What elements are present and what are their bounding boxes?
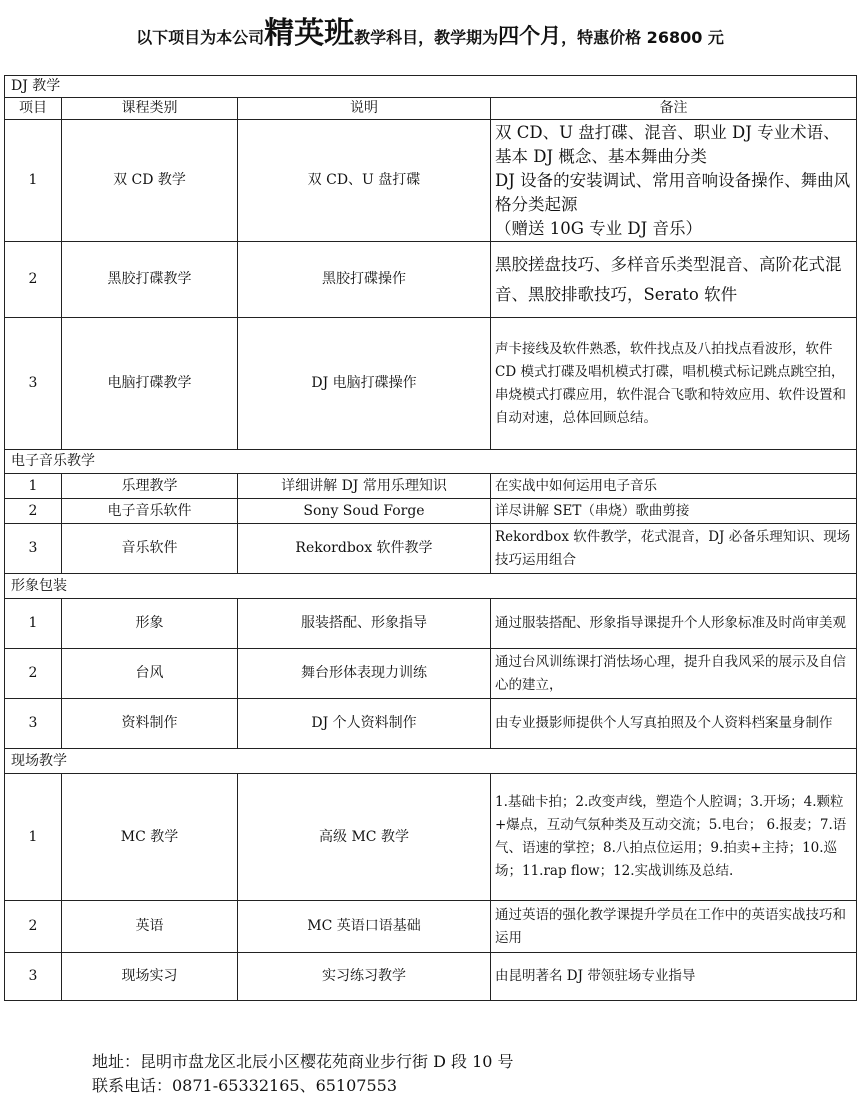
- table-row: [5, 524, 857, 574]
- section-title: DJ 教学: [5, 76, 857, 98]
- cell-desc: Sony Soud Forge: [238, 499, 491, 524]
- cell-category: 形象: [62, 599, 238, 649]
- cell-no: 2: [5, 901, 62, 953]
- table-row: [5, 499, 857, 524]
- table-row: [5, 901, 857, 953]
- header-mid: 教学科目，教学期为: [354, 28, 499, 47]
- header-pre: 以下项目为本公司: [136, 28, 265, 47]
- cell-desc: 舞台形体表现力训练: [238, 649, 491, 699]
- cell-category: 黑胶打碟教学: [62, 242, 238, 318]
- cell-category: MC 教学: [62, 774, 238, 901]
- cell-desc: DJ 电脑打碟操作: [238, 318, 491, 450]
- column-header: 说明: [238, 98, 491, 120]
- column-header: 课程类别: [62, 98, 238, 120]
- cell-desc: DJ 个人资料制作: [238, 699, 491, 749]
- cell-no: 1: [5, 599, 62, 649]
- section-row: [5, 76, 857, 98]
- section-row: [5, 749, 857, 774]
- cell-desc: 详细讲解 DJ 常用乐理知识: [238, 474, 491, 499]
- section-row: [5, 574, 857, 599]
- page-header: [0, 8, 860, 52]
- table-row: [5, 699, 857, 749]
- cell-notes: Rekordbox 软件教学，花式混音，DJ 必备乐理知识、现场技巧运用组合: [491, 524, 857, 574]
- column-header: 项目: [5, 98, 62, 120]
- cell-desc: 实习练习教学: [238, 953, 491, 1001]
- footer: [92, 1050, 514, 1098]
- cell-no: 1: [5, 120, 62, 242]
- cell-notes: 1.基础卡拍；2.改变声线，塑造个人腔调；3.开场；4.颗粒+爆点，互动气氛种类及互动交流；5.电台； 6.报麦；7.语气、语速的掌控；8.八拍点位运用；9.拍卖+主持；10.巡场；11.rap flow；12.实战训练及总结.: [491, 774, 857, 901]
- table-row: [5, 242, 857, 318]
- note-line: 双 CD、U 盘打碟、混音、职业 DJ 专业术语、基本 DJ 概念、基本舞曲分类: [495, 122, 840, 166]
- table-row: [5, 474, 857, 499]
- table-row: [5, 953, 857, 1001]
- cell-desc: 双 CD、U 盘打碟: [238, 120, 491, 242]
- note-line: DJ 设备的安装调试、常用音响设备操作、舞曲风格分类起源: [495, 170, 851, 214]
- table-header-row: [5, 98, 857, 120]
- address-text: 地址：昆明市盘龙区北辰小区樱花苑商业步行街 D 段 10 号: [92, 1052, 514, 1071]
- cell-desc: Rekordbox 软件教学: [238, 524, 491, 574]
- table-row: [5, 649, 857, 699]
- cell-notes: [491, 120, 857, 242]
- cell-notes: 声卡接线及软件熟悉，软件找点及八拍找点看波形，软件 CD 模式打碟及唱机模式打碟，唱机模式标记跳点跳空拍，串烧模式打碟应用，软件混合飞歌和特效应用、软件设置和自动对速，总体回顾总结。: [491, 318, 857, 450]
- cell-notes: 由昆明著名 DJ 带领驻场专业指导: [491, 953, 857, 1001]
- cell-no: 1: [5, 474, 62, 499]
- cell-category: 资料制作: [62, 699, 238, 749]
- cell-category: 双 CD 教学: [62, 120, 238, 242]
- cell-no: 1: [5, 774, 62, 901]
- section-title: 形象包装: [5, 574, 857, 599]
- section-title: 电子音乐教学: [5, 450, 857, 474]
- table-row: [5, 774, 857, 901]
- note-line: （赠送 10G 专业 DJ 音乐）: [495, 218, 702, 238]
- cell-category: 电子音乐软件: [62, 499, 238, 524]
- cell-no: 2: [5, 499, 62, 524]
- cell-notes: 通过服装搭配、形象指导课提升个人形象标准及时尚审美观: [491, 599, 857, 649]
- cell-notes: 通过英语的强化教学课提升学员在工作中的英语实战技巧和运用: [491, 901, 857, 953]
- cell-no: 2: [5, 649, 62, 699]
- cell-notes: 在实战中如何运用电子音乐: [491, 474, 857, 499]
- cell-desc: 服装搭配、形象指导: [238, 599, 491, 649]
- header-post: ，特惠价格 26800 元: [561, 28, 724, 47]
- cell-category: 电脑打碟教学: [62, 318, 238, 450]
- header-period: 四个月: [498, 24, 562, 48]
- cell-notes: 由专业摄影师提供个人写真拍照及个人资料档案量身制作: [491, 699, 857, 749]
- cell-no: 3: [5, 318, 62, 450]
- section-title: 现场教学: [5, 749, 857, 774]
- table-row: [5, 599, 857, 649]
- cell-desc: MC 英语口语基础: [238, 901, 491, 953]
- cell-category: 乐理教学: [62, 474, 238, 499]
- column-header: 备注: [491, 98, 857, 120]
- header-highlight: 精英班: [264, 16, 355, 51]
- cell-no: 3: [5, 699, 62, 749]
- cell-notes: 详尽讲解 SET（串烧）歌曲剪接: [491, 499, 857, 524]
- table-row: [5, 120, 857, 242]
- cell-desc: 高级 MC 教学: [238, 774, 491, 901]
- cell-category: 英语: [62, 901, 238, 953]
- cell-no: 3: [5, 953, 62, 1001]
- section-row: [5, 450, 857, 474]
- table-row: [5, 318, 857, 450]
- course-table: [4, 75, 857, 1001]
- cell-category: 音乐软件: [62, 524, 238, 574]
- cell-notes: 黑胶搓盘技巧、多样音乐类型混音、高阶花式混音、黑胶排歌技巧，Serato 软件: [491, 242, 857, 318]
- cell-desc: 黑胶打碟操作: [238, 242, 491, 318]
- cell-notes: 通过台风训练课打消怯场心理，提升自我风采的展示及自信心的建立，: [491, 649, 857, 699]
- cell-no: 3: [5, 524, 62, 574]
- phone-text: 联系电话：0871-65332165、65107553: [92, 1076, 398, 1095]
- cell-category: 台风: [62, 649, 238, 699]
- cell-no: 2: [5, 242, 62, 318]
- cell-category: 现场实习: [62, 953, 238, 1001]
